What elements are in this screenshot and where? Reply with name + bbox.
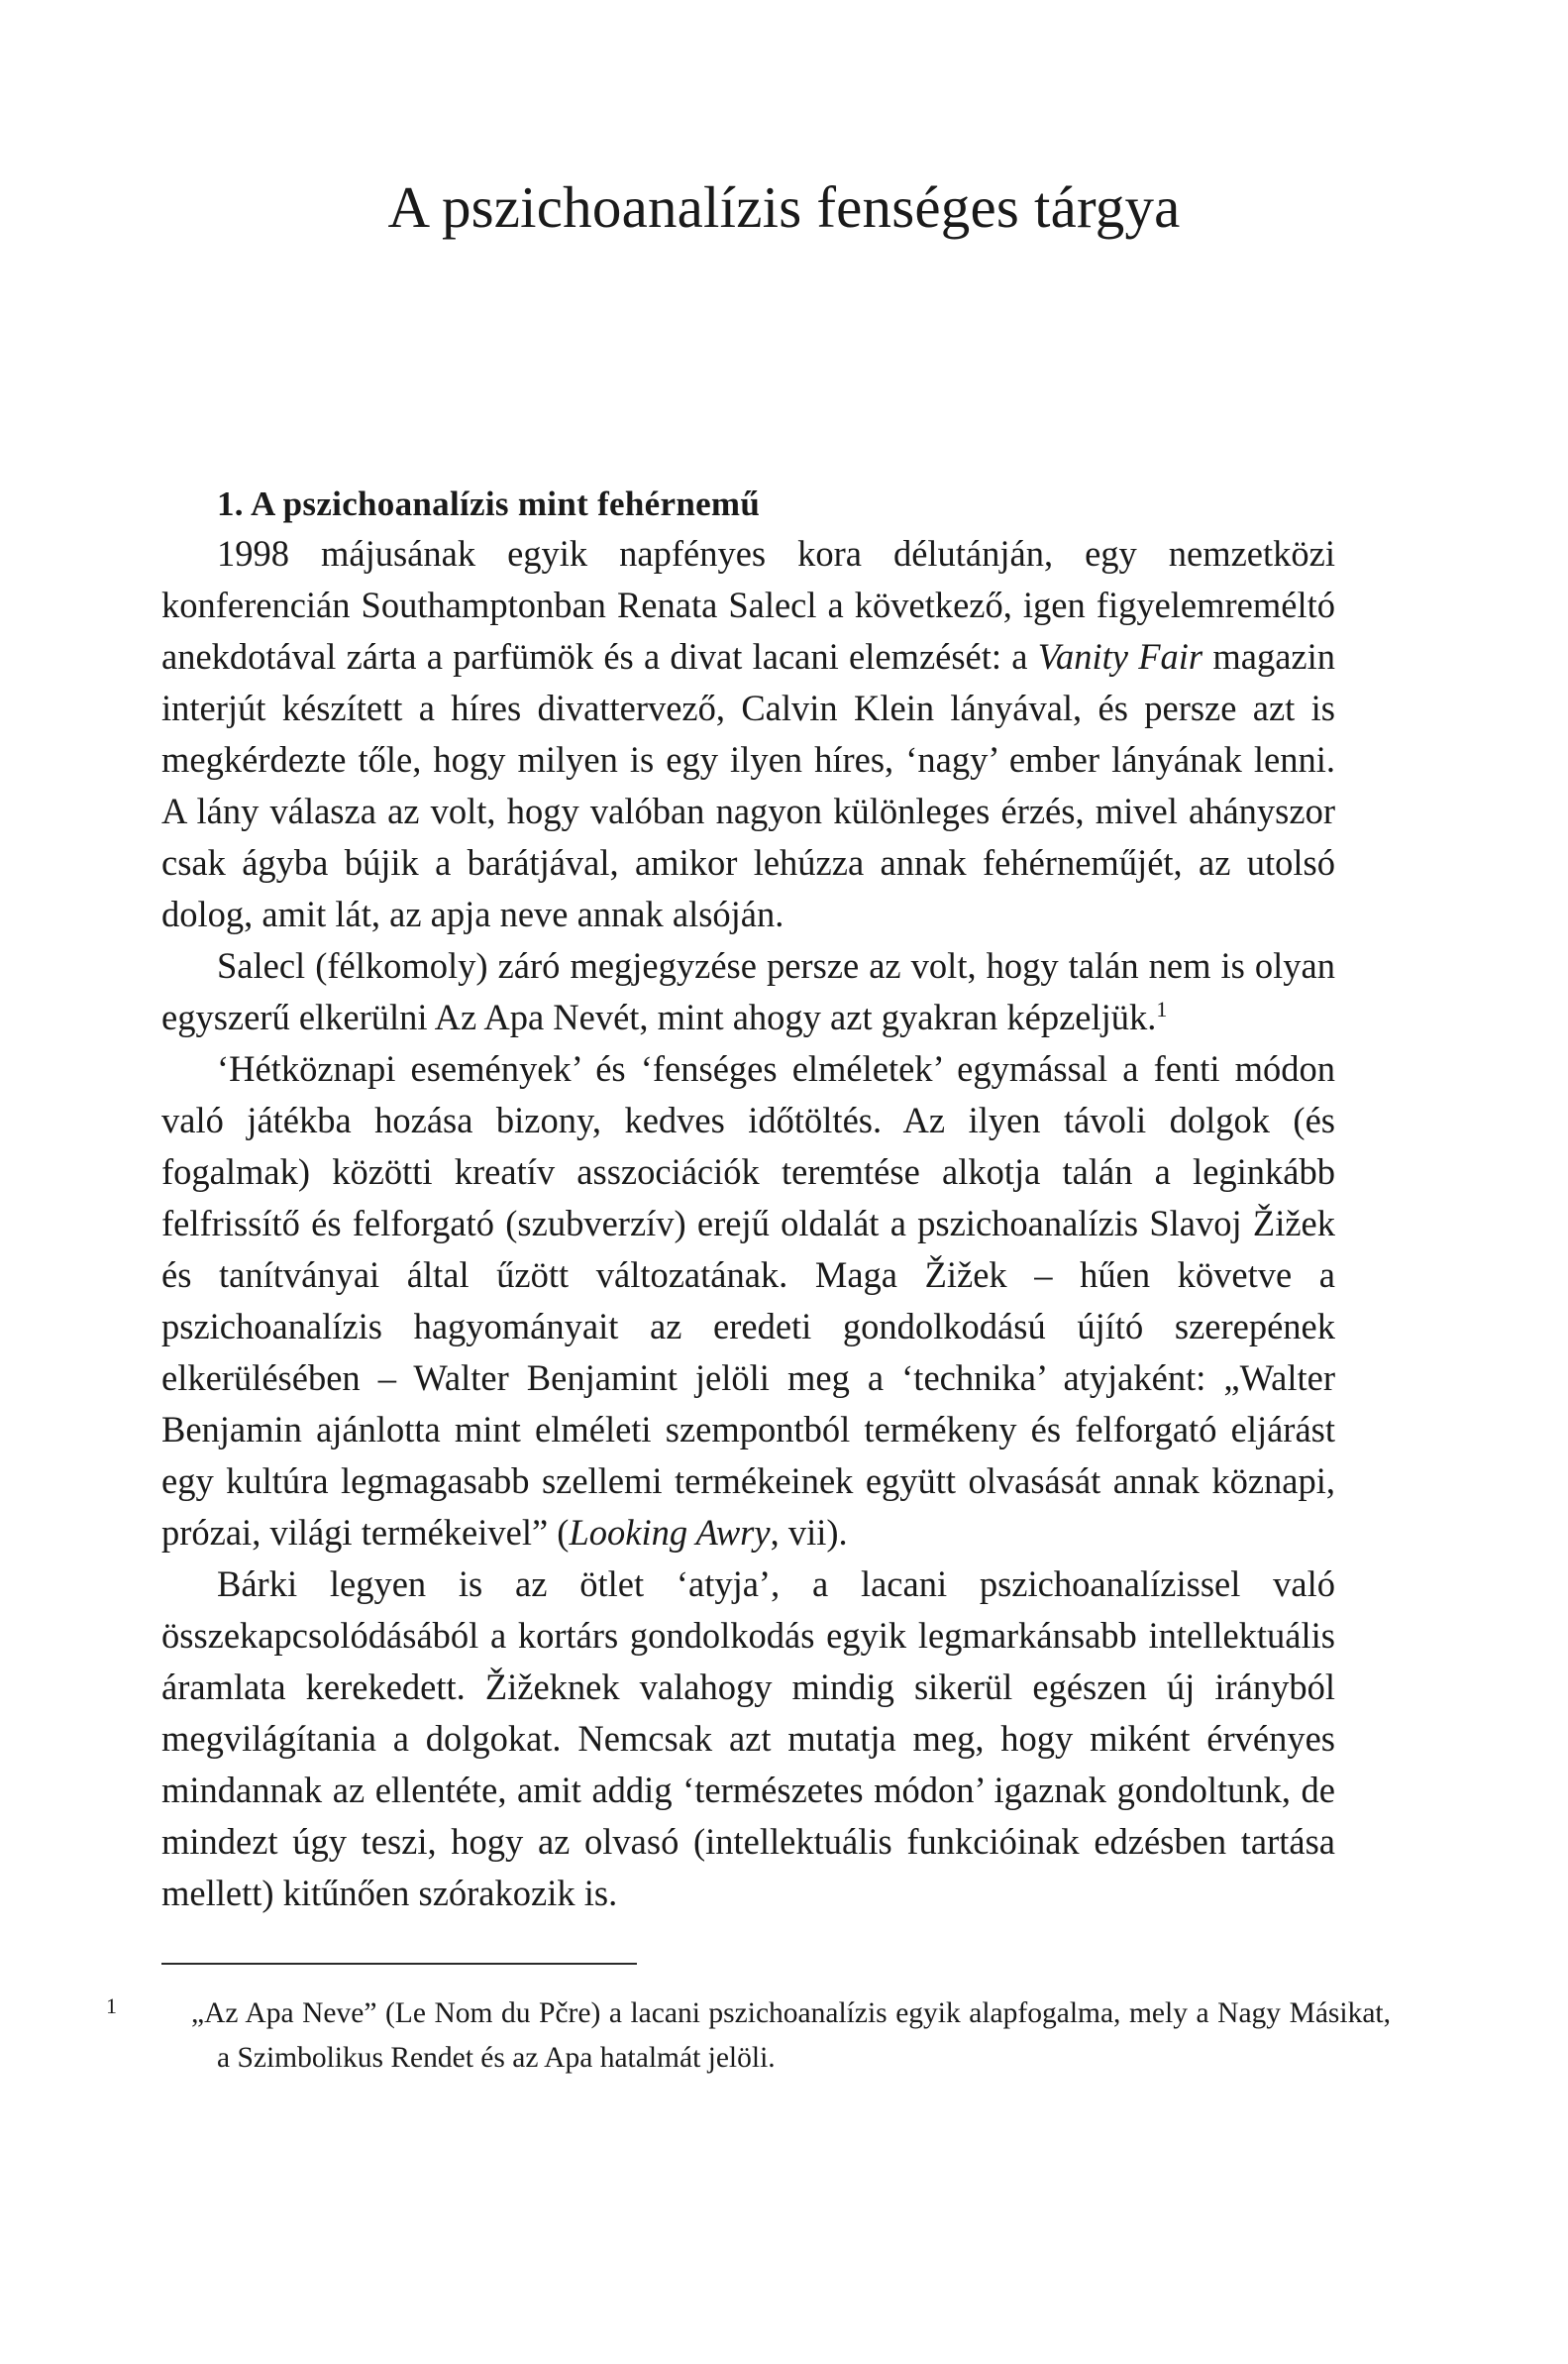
paragraph-3-text-a: ‘Hétköznapi események’ és ‘fenséges elméletek’ egymással a fenti módon való játékba hozása bizony, kedves időtöltés. Az ilyen távoli dolgok (és fogalmak) közötti kreatív asszociációk teremtése alkotja talán a leginkább felfrissítő és felforgató (szubverzív) erejű oldalát a pszichoanalízis Slavoj Žižek és tanítványai által űzött változatának. Maga Žižek – hűen követve a pszichoanalízis hagyományait az eredeti gondolkodású újító szerepének elkerülésében – Walter Benjamint jelöli meg a ‘technika’ atyjaként: „Walter Benjamin ajánlotta mint elméleti szempontból termékeny és felforgató eljárást egy kultúra legmagasabb szellemi termékeinek együtt olvasását annak köznapi, prózai, világi termékeivel” ( bbox=[161, 1048, 1335, 1553]
section-heading: 1. A pszichoanalízis mint fehérnemű bbox=[217, 484, 761, 523]
footnote-reference[interactable]: 1 bbox=[1156, 996, 1168, 1021]
paragraph-1-text-b: magazin interjút készített a híres divattervező, Calvin Klein lányával, és persze azt is megkérdezte tőle, hogy milyen is egy ilyen híres, ‘nagy’ ember lányának lenni. A lány válasza az volt, hogy valóban nagyon különleges érzés, mivel ahányszor csak ágyba bújik a barátjával, amikor lehúzza annak fehérneműjét, az utolsó dolog, amit lát, az apja neve annak alsóján. bbox=[161, 636, 1335, 934]
footnote: 1 „Az Apa Neve” (Le Nom du Pčre) a lacani pszichoanalízis egyik alapfogalma, mely a Nagy Másikat, a Szimbolikus Rendet és az Apa hatalmát jelöli. bbox=[106, 1993, 1391, 2074]
footnote-text: „Az Apa Neve” (Le Nom du Pčre) a lacani pszichoanalízis egyik alapfogalma, mely a Nagy Másikat, a Szimbolikus Rendet és az Apa hatalmát jelöli. bbox=[191, 1997, 1391, 2074]
paragraph-2-text: Salecl (félkomoly) záró megjegyzése persze az volt, hogy talán nem is olyan egyszerű elkerülni Az Apa Nevét, mint ahogy azt gyakran képzeljük. bbox=[161, 945, 1335, 1037]
paragraph-3-text-b: , vii). bbox=[770, 1512, 848, 1553]
paragraph-2 bbox=[161, 940, 1335, 1043]
paragraph-1-italic: Vanity Fair bbox=[1037, 636, 1203, 677]
paragraph-4 bbox=[161, 1558, 1335, 1919]
paragraph-1 bbox=[161, 528, 1335, 940]
paragraph-4-text: Bárki legyen is az ötlet ‘atyja’, a lacani pszichoanalízissel való összekapcsolódásából a kortárs gondolkodás egyik legmarkánsabb intellektuális áramlata kerekedett. Žižeknek valahogy mindig sikerül egészen új irányból megvilágítania a dolgokat. Nemcsak azt mutatja meg, hogy miként érvényes mindannak az ellentéte, amit addig ‘természetes módon’ igaznak gondoltunk, de mindezt úgy teszi, hogy az olvasó (intellektuális funkcióinak edzésben tartása mellett) kitűnően szórakozik is. bbox=[161, 1563, 1335, 1913]
paragraph-1-text-a: 1998 májusának egyik napfényes kora délutánján, egy nemzetközi konferencián Southamptonban Renata Salecl a következő, igen figyelemreméltó anekdotával zárta a parfümök és a divat lacani elemzését: a bbox=[161, 533, 1335, 677]
paragraph-3-italic: Looking Awry bbox=[569, 1512, 771, 1553]
main-content bbox=[161, 481, 1335, 1919]
paragraph-3 bbox=[161, 1043, 1335, 1558]
body-text bbox=[161, 528, 1335, 1919]
footnote-divider bbox=[161, 1963, 637, 1965]
chapter-title: A pszichoanalízis fenséges tárgya bbox=[387, 174, 1181, 240]
